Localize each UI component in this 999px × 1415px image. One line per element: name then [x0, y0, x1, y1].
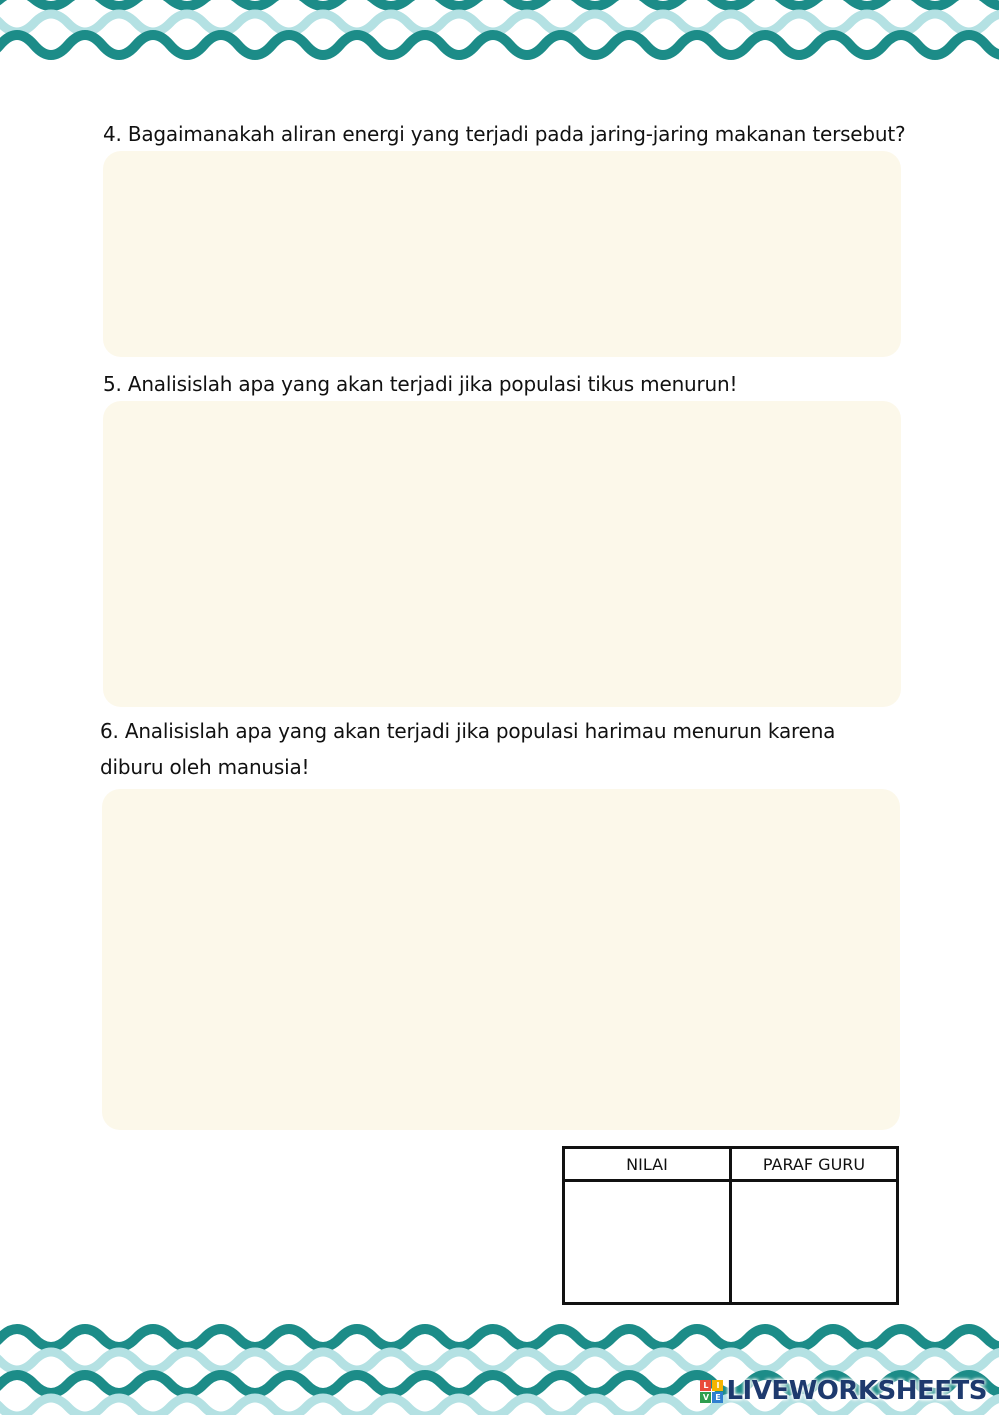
liveworksheets-branding[interactable] [700, 1375, 987, 1407]
answer-box-5[interactable] [103, 401, 901, 707]
logo-letter-v: V [700, 1392, 711, 1403]
grade-header-paraf-guru: PARAF GURU [731, 1148, 898, 1181]
question-5: 5. Analisislah apa yang akan terjadi jika populasi tikus menurun! [103, 372, 738, 396]
top-wave-border [0, 0, 999, 70]
bottom-wave-dark-1 [0, 1329, 999, 1347]
answer-box-6[interactable] [102, 789, 900, 1130]
grade-table [562, 1146, 899, 1305]
grade-cell-paraf-guru [731, 1181, 898, 1304]
question-4: 4. Bagaimanakah aliran energi yang terjadi pada jaring-jaring makanan tersebut? [103, 122, 906, 146]
top-wave-dark-1 [0, 0, 999, 6]
liveworksheets-wordmark: LIVEWORKSHEETS [726, 1376, 987, 1406]
logo-letter-l: L [700, 1380, 711, 1391]
liveworksheets-logo-icon [700, 1380, 723, 1403]
bottom-wave-light-1 [0, 1352, 999, 1370]
top-wave-light-1 [0, 14, 999, 32]
answer-box-4[interactable] [103, 151, 901, 357]
question-6: 6. Analisislah apa yang akan terjadi jika populasi harimau menurun karena diburu oleh manusia! [100, 719, 836, 779]
logo-letter-e: E [712, 1392, 723, 1403]
top-wave-dark-2 [0, 35, 999, 55]
logo-letter-i: I [712, 1380, 723, 1391]
grade-header-nilai: NILAI [564, 1148, 731, 1181]
grade-cell-nilai [564, 1181, 731, 1304]
